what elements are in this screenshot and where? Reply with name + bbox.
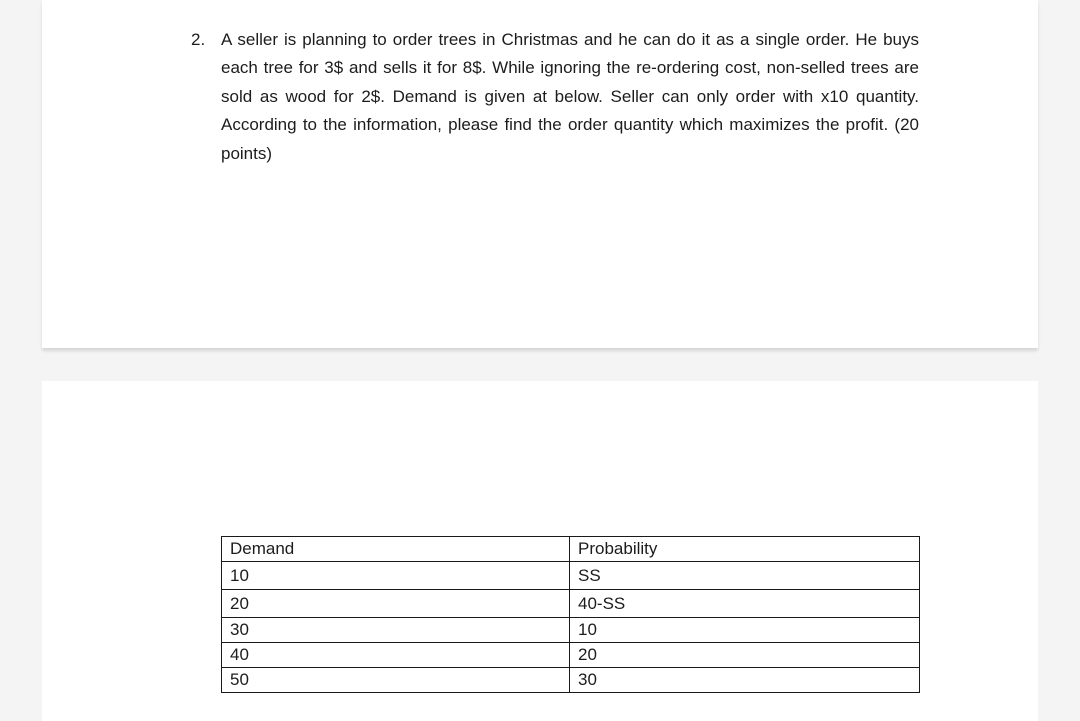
question-number: 2.: [191, 30, 206, 49]
header-demand: Demand: [222, 537, 570, 562]
document-page-1: [42, 0, 1038, 348]
table-row: [222, 668, 920, 693]
header-probability: Probability: [570, 537, 920, 562]
demand-cell: 20: [222, 590, 570, 618]
demand-cell: 50: [222, 668, 570, 693]
table-header-row: [222, 537, 920, 562]
demand-probability-table: [221, 536, 920, 693]
table-row: [222, 562, 920, 590]
question-text: A seller is planning to order trees in Christmas and he can do it as a single order. He buys each tree for 3$ and sells it for 8$. While ignoring the re-ordering cost, non-selled trees are sold as wood for 2$. Demand is given at below. Seller can only order with x10 quantity. According to the information, please find the order quantity which maximizes the profit. (20 points): [221, 30, 919, 163]
probability-cell: 10: [570, 618, 920, 643]
table-row: [222, 643, 920, 668]
probability-cell: 40-SS: [570, 590, 920, 618]
probability-cell: 30: [570, 668, 920, 693]
probability-cell: SS: [570, 562, 920, 590]
probability-cell: 20: [570, 643, 920, 668]
demand-cell: 30: [222, 618, 570, 643]
table-row: [222, 590, 920, 618]
question-block: [191, 26, 919, 168]
demand-cell: 40: [222, 643, 570, 668]
demand-cell: 10: [222, 562, 570, 590]
document-page-2: [42, 381, 1038, 721]
table-row: [222, 618, 920, 643]
